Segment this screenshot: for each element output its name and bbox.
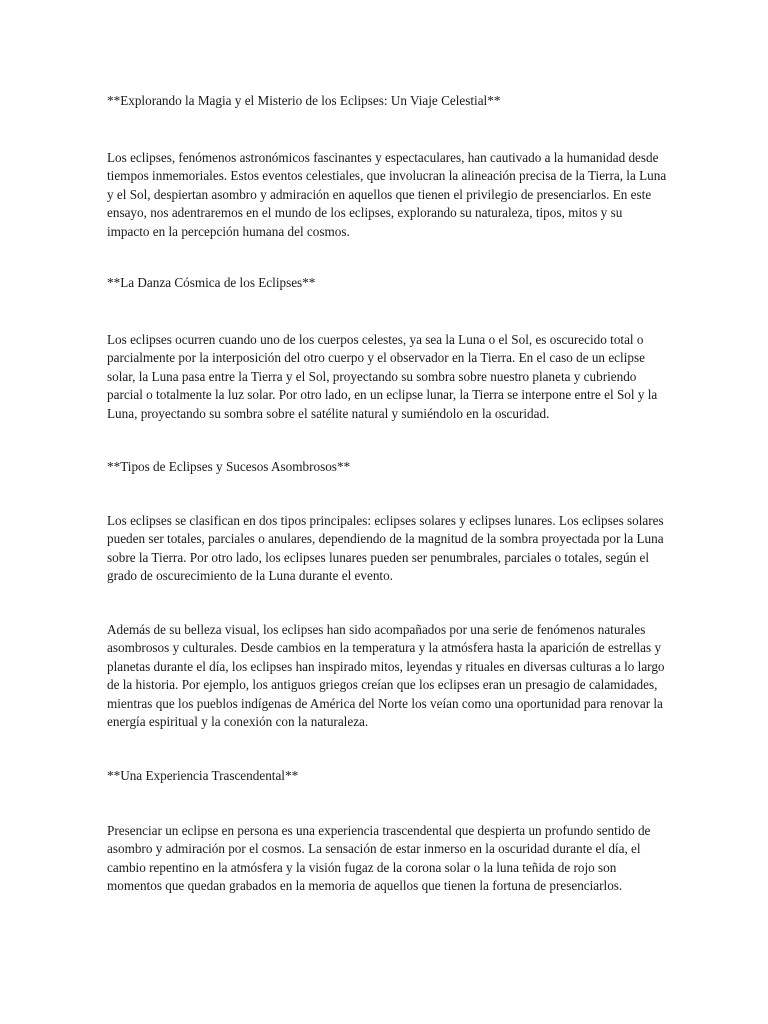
document-title: **Explorando la Magia y el Misterio de los Eclipses: Un Viaje Celestial** (107, 93, 501, 108)
section-paragraph-experiencia: Presenciar un eclipse en persona es una experiencia trascendental que despierta un profundo sentido de asombro y admiración por el cosmos. La sensación de estar inmerso en la oscuridad durante el día, el cambio repentino en la atmósfera y la visión fugaz de la corona solar o la luna teñida de rojo son momentos que quedan grabados en la memoria de aquellos que tienen la fortuna de presenciarlos. (107, 823, 651, 894)
section-heading-danza-cosmica: **La Danza Cósmica de los Eclipses** (107, 275, 316, 290)
section-paragraph-fenomenos: Además de su belleza visual, los eclipses han sido acompañados por una serie de fenómenos naturales asombrosos y culturales. Desde cambios en la temperatura y la atmósfera hasta la aparición de estrellas y planetas durante el día, los eclipses han inspirado mitos, leyendas y rituales en diversas culturas a lo largo de la historia. Por ejemplo, los antiguos griegos creían que los eclipses eran un presagio de calamidades, mientras que los pueblos indígenas de América del Norte los veían como una oportunidad para renovar la energía espiritual y la conexión con la naturaleza. (107, 622, 665, 730)
section-paragraph-danza-cosmica: Los eclipses ocurren cuando uno de los cuerpos celestes, ya sea la Luna o el Sol, es oscurecido total o parcialmente por la interposición del otro cuerpo y el observador en la Tierra. En el caso de un eclipse solar, la Luna pasa entre la Tierra y el Sol, proyectando su sombra sobre nuestro planeta y cubriendo parcial o totalmente la luz solar. Por otro lado, en un eclipse lunar, la Tierra se interpone entre el Sol y la Luna, proyectando su sombra sobre el satélite natural y sumiéndolo en la oscuridad. (107, 332, 658, 421)
section-heading-experiencia: **Una Experiencia Trascendental** (107, 768, 299, 783)
intro-paragraph: Los eclipses, fenómenos astronómicos fascinantes y espectaculares, han cautivado a la humanidad desde tiempos inmemoriales. Estos eventos celestiales, que involucran la alineación precisa de la Tierra, la Luna y el Sol, despiertan asombro y admiración en aquellos que tienen el privilegio de presenciarlos. En este ensayo, nos adentraremos en el mundo de los eclipses, explorando su naturaleza, tipos, mitos y su impacto en la percepción humana del cosmos. (107, 150, 667, 239)
section-heading-tipos-eclipses: **Tipos de Eclipses y Sucesos Asombrosos** (107, 459, 351, 474)
section-paragraph-tipos-eclipses: Los eclipses se clasifican en dos tipos principales: eclipses solares y eclipses lunares. Los eclipses solares pueden ser totales, parciales o anulares, dependiendo de la magnitud de la sombra proyectada por la Luna sobre la Tierra. Por otro lado, los eclipses lunares pueden ser penumbrales, parciales o totales, según el grado de oscurecimiento de la Luna durante el evento. (107, 513, 664, 584)
